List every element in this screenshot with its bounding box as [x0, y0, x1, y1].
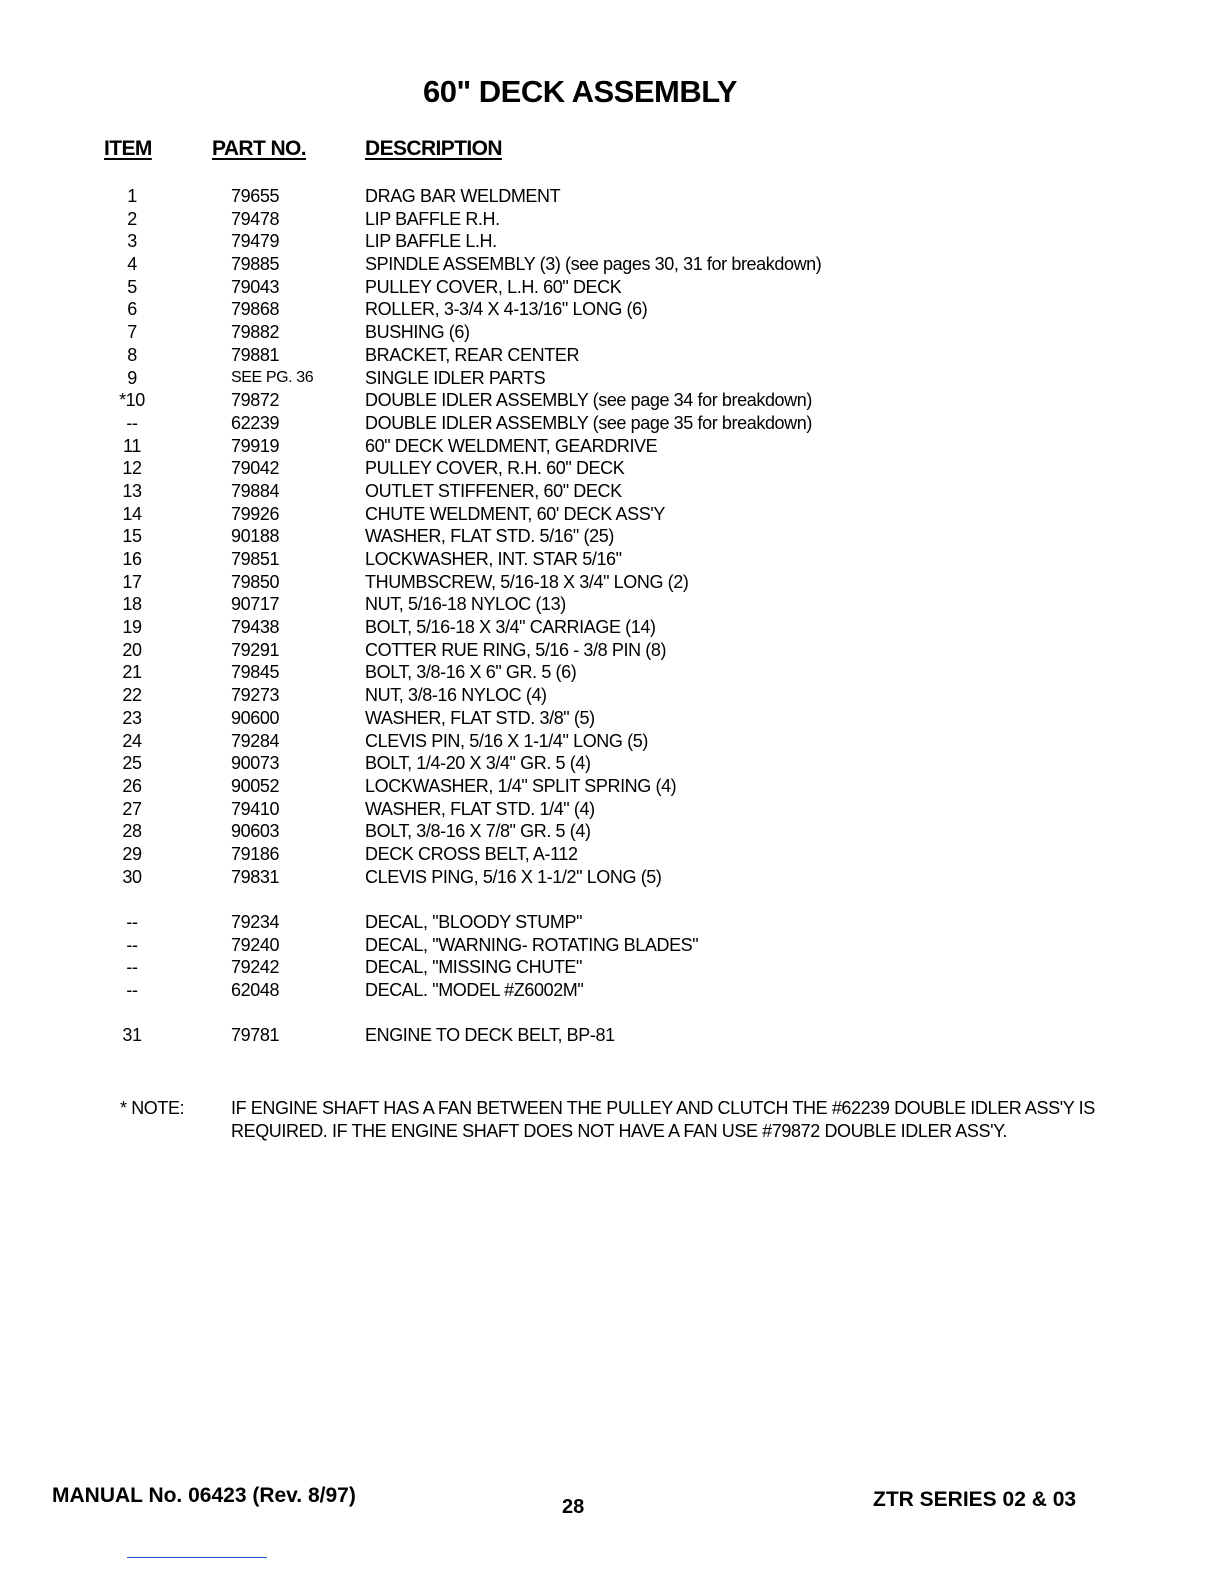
part-description: NUT, 3/8-16 NYLOC (4) [365, 685, 547, 706]
parts-row [0, 956, 1224, 979]
bottom-rule [127, 1557, 267, 1558]
part-description: SINGLE IDLER PARTS [365, 367, 546, 388]
parts-list [0, 185, 1224, 1047]
parts-row [0, 276, 1224, 299]
parts-row [0, 1024, 1224, 1047]
parts-row [0, 480, 1224, 503]
part-number: 79438 [231, 617, 280, 638]
part-description: DRAG BAR WELDMENT [365, 186, 561, 206]
part-number: 79479 [231, 231, 280, 252]
part-number: 62239 [231, 412, 280, 433]
item-number: 19 [122, 617, 142, 638]
part-description: THUMBSCREW, 5/16-18 X 3/4" LONG (2) [365, 571, 689, 592]
part-description: 60" DECK WELDMENT, GEARDRIVE [365, 435, 658, 456]
part-number: 79781 [231, 1025, 280, 1046]
part-number: 79273 [231, 685, 280, 706]
parts-row [0, 367, 1224, 390]
item-number: 28 [122, 821, 142, 842]
parts-row [0, 525, 1224, 548]
part-number: 79881 [231, 344, 280, 365]
part-description: ROLLER, 3-3/4 X 4-13/16" LONG (6) [365, 299, 648, 320]
part-description: LIP BAFFLE R.H. [365, 208, 500, 229]
part-number: 79868 [231, 299, 280, 320]
parts-row [0, 253, 1224, 276]
part-description: LOCKWASHER, INT. STAR 5/16" [365, 549, 622, 569]
parts-row [0, 934, 1224, 957]
parts-row [0, 185, 1224, 208]
part-description: SPINDLE ASSEMBLY (3) (see pages 30, 31 for breakdown) [365, 254, 822, 275]
description-column-header: DESCRIPTION [365, 137, 502, 160]
item-number: 18 [122, 594, 142, 615]
parts-row [0, 843, 1224, 866]
parts-row [0, 457, 1224, 480]
parts-row [0, 684, 1224, 707]
parts-row [0, 798, 1224, 821]
parts-row [0, 752, 1224, 775]
item-number: 12 [122, 458, 142, 479]
part-description: WASHER, FLAT STD. 5/16" (25) [365, 526, 614, 547]
part-number: 90052 [231, 775, 280, 796]
item-number: -- [126, 912, 138, 932]
part-description: DOUBLE IDLER ASSEMBLY (see page 35 for breakdown) [365, 412, 812, 433]
part-description: DECAL, "WARNING- ROTATING BLADES" [365, 934, 699, 955]
part-description: WASHER, FLAT STD. 1/4" (4) [365, 798, 595, 819]
part-number: 79186 [231, 843, 280, 864]
part-number: 79042 [231, 458, 280, 479]
part-number: 79478 [231, 208, 280, 229]
part-description: CHUTE WELDMENT, 60' DECK ASS'Y [365, 503, 665, 524]
parts-row [0, 979, 1224, 1002]
item-number: *10 [119, 390, 145, 411]
item-number: 20 [122, 639, 142, 660]
part-number: 90717 [231, 594, 280, 615]
parts-row [0, 435, 1224, 458]
parts-row [0, 593, 1224, 616]
item-number: 27 [122, 798, 142, 819]
part-description: BOLT, 3/8-16 X 7/8" GR. 5 (4) [365, 821, 591, 842]
item-number: 21 [122, 662, 142, 683]
part-description: NUT, 5/16-18 NYLOC (13) [365, 594, 566, 615]
part-number: 79919 [231, 435, 280, 456]
parts-row [0, 571, 1224, 594]
parts-row [0, 775, 1224, 798]
part-number: 79882 [231, 322, 280, 343]
page-title: 60" DECK ASSEMBLY [423, 74, 737, 109]
part-number: 79926 [231, 503, 280, 524]
part-description: BOLT, 5/16-18 X 3/4" CARRIAGE (14) [365, 617, 656, 638]
item-number: 3 [127, 231, 137, 252]
part-number: SEE PG. 36 [231, 368, 314, 386]
item-number: 30 [122, 866, 142, 887]
parts-row [0, 548, 1224, 571]
part-number: 79655 [231, 186, 280, 206]
parts-row [0, 661, 1224, 684]
item-number: 11 [123, 435, 141, 456]
item-number: 25 [122, 753, 142, 774]
part-description: LOCKWASHER, 1/4" SPLIT SPRING (4) [365, 775, 677, 796]
part-number: 79872 [231, 390, 280, 411]
parts-row [0, 389, 1224, 412]
item-number: 22 [122, 685, 142, 706]
page-footer [0, 1484, 1224, 1524]
part-number: 79043 [231, 276, 280, 297]
parts-row [0, 820, 1224, 843]
item-number: 24 [122, 730, 142, 751]
parts-row [0, 616, 1224, 639]
part-number-column-header: PART NO. [212, 137, 306, 160]
part-description: BOLT, 1/4-20 X 3/4" GR. 5 (4) [365, 753, 591, 774]
part-description: DOUBLE IDLER ASSEMBLY (see page 34 for breakdown) [365, 390, 812, 411]
parts-row [0, 344, 1224, 367]
parts-row [0, 230, 1224, 253]
part-number: 79851 [231, 549, 280, 569]
parts-row [0, 730, 1224, 753]
parts-row [0, 639, 1224, 662]
part-description: PULLEY COVER, L.H. 60" DECK [365, 276, 622, 297]
item-number: 13 [122, 480, 142, 501]
part-description: DECAL, "MISSING CHUTE" [365, 957, 583, 978]
parts-row [0, 866, 1224, 889]
part-description: DECK CROSS BELT, A-112 [365, 843, 578, 864]
part-number: 90603 [231, 821, 280, 842]
item-number: 16 [122, 549, 142, 569]
part-description: LIP BAFFLE L.H. [365, 231, 497, 252]
part-description: OUTLET STIFFENER, 60" DECK [365, 480, 622, 501]
item-number: 6 [127, 299, 137, 320]
part-number: 79884 [231, 480, 280, 501]
parts-row [0, 412, 1224, 435]
part-description: COTTER RUE RING, 5/16 - 3/8 PIN (8) [365, 639, 667, 660]
part-description: ENGINE TO DECK BELT, BP-81 [365, 1025, 615, 1046]
part-description: CLEVIS PIN, 5/16 X 1-1/4" LONG (5) [365, 730, 648, 751]
item-number: 2 [127, 208, 137, 229]
part-number: 79284 [231, 730, 280, 751]
series-label: ZTR SERIES 02 & 03 [873, 1488, 1077, 1511]
item-number: 1 [127, 186, 137, 206]
parts-row [0, 321, 1224, 344]
part-description: BUSHING (6) [365, 322, 470, 343]
part-number: 90600 [231, 707, 280, 728]
item-number: 23 [122, 707, 142, 728]
part-description: PULLEY COVER, R.H. 60" DECK [365, 458, 625, 479]
part-description: BOLT, 3/8-16 X 6" GR. 5 (6) [365, 662, 577, 683]
item-number: 31 [122, 1025, 142, 1046]
item-number: -- [126, 412, 138, 433]
part-number: 79845 [231, 662, 280, 683]
item-number: 5 [127, 276, 137, 297]
item-column-header: ITEM [104, 137, 152, 160]
parts-row [0, 503, 1224, 526]
part-number: 79831 [231, 866, 280, 887]
item-number: 9 [127, 367, 137, 388]
part-number: 79234 [231, 912, 280, 932]
item-number: -- [126, 934, 138, 955]
part-description: CLEVIS PING, 5/16 X 1-1/2" LONG (5) [365, 866, 662, 887]
item-number: 29 [122, 843, 142, 864]
parts-row [0, 911, 1224, 934]
part-number: 79291 [231, 639, 280, 660]
item-number: -- [126, 980, 138, 1001]
item-number: 26 [122, 775, 142, 796]
part-number: 79885 [231, 254, 280, 275]
part-number: 79410 [231, 798, 280, 819]
note-text: IF ENGINE SHAFT HAS A FAN BETWEEN THE PULLEY AND CLUTCH THE #62239 DOUBLE IDLER ASS'Y IS REQUIRED. IF THE ENGINE SHAFT DOES NOT HAVE A FAN USE #79872 DOUBLE IDLER ASS'Y. [231, 1098, 1095, 1141]
item-number: 8 [127, 344, 137, 365]
manual-number: MANUAL No. 06423 (Rev. 8/97) [52, 1484, 356, 1507]
part-number: 90188 [231, 526, 280, 547]
part-number: 90073 [231, 753, 280, 774]
part-number: 79240 [231, 934, 280, 955]
part-description: WASHER, FLAT STD. 3/8" (5) [365, 707, 595, 728]
part-number: 79850 [231, 571, 280, 592]
item-number: 15 [122, 526, 142, 547]
column-headers [0, 137, 1224, 165]
parts-row [0, 707, 1224, 730]
parts-row [0, 298, 1224, 321]
part-number: 79242 [231, 957, 280, 978]
part-description: DECAL. "MODEL #Z6002M" [365, 980, 584, 1001]
part-description: DECAL, "BLOODY STUMP" [365, 912, 583, 932]
item-number: 14 [122, 503, 142, 524]
item-number: 17 [122, 571, 142, 592]
note-label: * NOTE: [120, 1098, 185, 1118]
item-number: 4 [127, 254, 137, 275]
part-description: BRACKET, REAR CENTER [365, 344, 580, 365]
item-number: -- [126, 957, 138, 978]
part-number: 62048 [231, 980, 280, 1001]
item-number: 7 [127, 322, 137, 343]
parts-row [0, 208, 1224, 231]
page-number: 28 [562, 1496, 585, 1518]
